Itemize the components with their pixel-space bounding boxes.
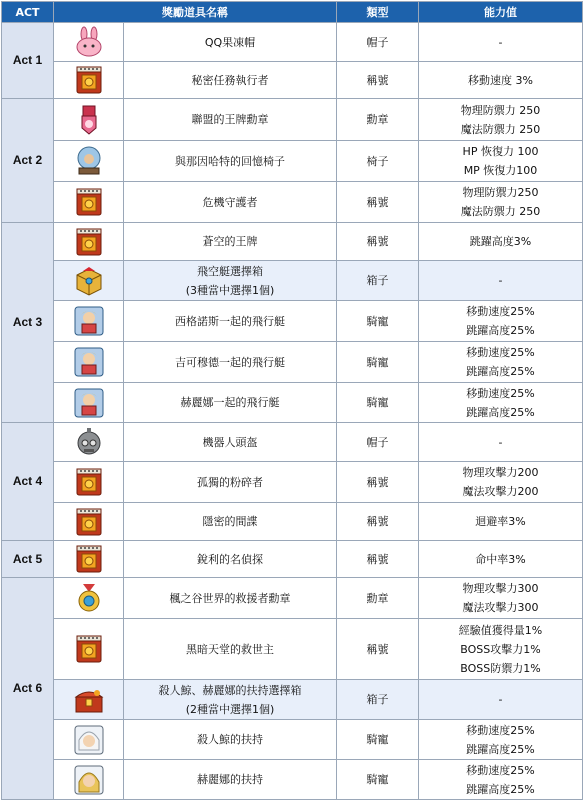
stat-line: 跳躍高度25% (466, 405, 535, 419)
stat-line: MP 恢復力100 (463, 164, 538, 177)
item-type: 稱號 (337, 541, 419, 578)
item-stats (419, 680, 583, 720)
header-type: 類型 (337, 2, 419, 23)
stat-line: - (498, 693, 503, 706)
item-stats (419, 383, 583, 423)
stat-line: HP 恢復力 100 (462, 145, 539, 158)
airship-rider-icon (73, 305, 105, 337)
item-name-line: 蒼空的王牌 (202, 235, 258, 248)
item-stats (419, 503, 583, 541)
item-name (124, 541, 337, 578)
item-icon-cell (54, 141, 124, 182)
item-type: 騎寵 (337, 383, 419, 423)
gold-medal-icon (73, 582, 105, 614)
item-type: 箱子 (337, 680, 419, 720)
item-stats (419, 578, 583, 619)
item-icon-cell (54, 619, 124, 680)
act-label: Act 5 (2, 541, 54, 578)
item-icon-cell (54, 342, 124, 383)
item-name-line: 與那因哈特的回憶椅子 (175, 154, 285, 168)
table-row (2, 223, 583, 261)
medal-book-icon (73, 64, 105, 96)
stat-line: 移動速度25% (466, 723, 535, 737)
table-row (2, 462, 583, 503)
stat-line: 魔法攻擊力300 (462, 601, 539, 614)
stat-line: 移動速度25% (466, 305, 535, 318)
item-name-line: QQ果凍帽 (204, 35, 256, 49)
item-type: 椅子 (337, 141, 419, 182)
item-name-line: 楓之谷世界的救援者勳章 (169, 591, 291, 605)
item-name-line: 聯盟的王牌勳章 (191, 113, 269, 126)
header-stats: 能力值 (419, 2, 583, 23)
table-row (2, 619, 583, 680)
item-stats (419, 462, 583, 503)
item-icon-cell (54, 23, 124, 62)
item-name-line: 殺人鯨、赫麗娜的扶持選擇箱 (158, 683, 302, 697)
item-stats (419, 261, 583, 301)
item-name (124, 619, 337, 680)
item-icon-cell (54, 383, 124, 423)
stat-line: - (498, 35, 503, 49)
table-row (2, 99, 583, 141)
item-icon-cell (54, 182, 124, 223)
table-row (2, 23, 583, 62)
white-hair-portrait-icon (73, 724, 105, 756)
item-type: 稱號 (337, 182, 419, 223)
item-name-line: 黑暗天堂的救世主 (186, 642, 274, 656)
act-label: Act 6 (2, 578, 54, 800)
table-row (2, 182, 583, 223)
item-type: 稱號 (337, 462, 419, 503)
item-name (124, 578, 337, 619)
item-type: 騎寵 (337, 342, 419, 383)
stat-line: 魔法防禦力 250 (460, 205, 541, 218)
item-name-line: 秘密任務執行者 (191, 73, 269, 87)
item-stats (419, 541, 583, 578)
item-name-line: 赫麗娜的扶持 (197, 773, 263, 786)
item-icon-cell (54, 223, 124, 261)
stat-line: 物理防禦力250 (462, 186, 539, 199)
item-name (124, 462, 337, 503)
gold-box-icon (73, 265, 105, 297)
stat-line: 跳躍高度25% (466, 782, 535, 796)
table-body (2, 23, 583, 800)
stat-line: 魔法攻擊力200 (462, 485, 539, 498)
act-label: Act 2 (2, 99, 54, 223)
item-icon-cell (54, 423, 124, 462)
red-chest-icon (73, 684, 105, 716)
item-type: 騎寵 (337, 720, 419, 760)
item-type: 箱子 (337, 261, 419, 301)
item-stats (419, 182, 583, 223)
table-row (2, 541, 583, 578)
table-row (2, 62, 583, 99)
header-act: ACT (2, 2, 54, 23)
item-icon-cell (54, 261, 124, 301)
stat-line: 移動速度25% (466, 763, 535, 777)
stat-line: 跳躍高度25% (466, 365, 535, 378)
reward-table (1, 1, 583, 800)
item-name-line: 銳利的名偵探 (197, 552, 263, 566)
item-type: 稱號 (337, 223, 419, 261)
item-name (124, 383, 337, 423)
item-name (124, 760, 337, 800)
item-name (124, 503, 337, 541)
item-icon-cell (54, 541, 124, 578)
stat-line: 魔法防禦力 250 (460, 122, 541, 136)
act-label: Act 3 (2, 223, 54, 423)
item-name (124, 223, 337, 261)
item-name-line: (2種當中選擇1個) (185, 702, 275, 716)
medal-book-icon (73, 226, 105, 258)
stat-line: 命中率3% (475, 552, 526, 566)
item-stats (419, 301, 583, 342)
stat-line: 移動速度 3% (468, 73, 533, 87)
table-row (2, 141, 583, 182)
stat-line: 移動速度25% (466, 386, 535, 400)
table-row (2, 760, 583, 800)
item-name-line: 赫麗娜一起的飛行艇 (180, 396, 280, 409)
item-type: 勳章 (337, 578, 419, 619)
item-name (124, 182, 337, 223)
item-icon-cell (54, 760, 124, 800)
table-row (2, 578, 583, 619)
stat-line: - (498, 435, 503, 449)
stat-line: 跳躍高度3% (469, 235, 532, 248)
item-name (124, 141, 337, 182)
item-type: 帽子 (337, 423, 419, 462)
item-stats (419, 223, 583, 261)
item-stats (419, 23, 583, 62)
item-name (124, 23, 337, 62)
stat-line: BOSS防禦力1% (460, 661, 541, 675)
item-stats (419, 760, 583, 800)
act-label: Act 4 (2, 423, 54, 541)
stat-line: 跳躍高度25% (466, 324, 535, 337)
item-name (124, 423, 337, 462)
table-row (2, 383, 583, 423)
item-name (124, 342, 337, 383)
robot-helmet-icon (73, 426, 105, 458)
medal-book-icon (73, 186, 105, 218)
item-type: 稱號 (337, 62, 419, 99)
table-row (2, 680, 583, 720)
item-stats (419, 423, 583, 462)
item-name-line: 吉可穆德一起的飛行艇 (175, 355, 285, 369)
stat-line: 移動速度25% (466, 346, 535, 359)
item-type: 帽子 (337, 23, 419, 62)
item-icon-cell (54, 720, 124, 760)
pink-medal-icon (73, 104, 105, 136)
medal-book-icon (73, 506, 105, 538)
header-item-name: 獎勵道具名稱 (54, 2, 337, 23)
act-label: Act 1 (2, 23, 54, 99)
stat-line: 物理防禦力 250 (460, 103, 541, 117)
item-name (124, 261, 337, 301)
airship-rider-icon (73, 346, 105, 378)
table-header-row (2, 2, 583, 23)
table-row (2, 503, 583, 541)
stat-line: BOSS攻擊力1% (460, 642, 541, 656)
item-name (124, 720, 337, 760)
item-icon-cell (54, 99, 124, 141)
item-stats (419, 141, 583, 182)
item-icon-cell (54, 301, 124, 342)
stat-line: 經驗值獲得量1% (458, 623, 543, 637)
gold-hair-portrait-icon (73, 764, 105, 796)
item-name-line: 西格諾斯一起的飛行艇 (175, 314, 285, 328)
table-row (2, 342, 583, 383)
item-stats (419, 62, 583, 99)
medal-book-icon (73, 633, 105, 665)
stat-line: 物理攻擊力300 (462, 582, 539, 595)
pink-bunny-hat-icon (73, 26, 105, 58)
item-name-line: 飛空艇選擇箱 (197, 264, 263, 278)
item-name (124, 62, 337, 99)
item-stats (419, 99, 583, 141)
item-icon-cell (54, 462, 124, 503)
item-name (124, 680, 337, 720)
item-icon-cell (54, 578, 124, 619)
item-name-line: 殺人鯨的扶持 (197, 733, 263, 746)
item-name-line: (3種當中選擇1個) (185, 283, 275, 297)
item-type: 騎寵 (337, 301, 419, 342)
item-stats (419, 342, 583, 383)
item-name (124, 99, 337, 141)
item-icon-cell (54, 503, 124, 541)
table-row (2, 720, 583, 760)
medal-book-icon (73, 543, 105, 575)
item-name-line: 機器人頭盔 (202, 435, 258, 449)
item-type: 勳章 (337, 99, 419, 141)
item-stats (419, 619, 583, 680)
item-icon-cell (54, 680, 124, 720)
table-row (2, 423, 583, 462)
item-type: 騎寵 (337, 760, 419, 800)
medal-book-icon (73, 466, 105, 498)
item-stats (419, 720, 583, 760)
item-type: 稱號 (337, 503, 419, 541)
globe-chair-icon (73, 145, 105, 177)
item-name-line: 危機守護者 (202, 195, 258, 209)
item-type: 稱號 (337, 619, 419, 680)
item-name (124, 301, 337, 342)
stat-line: 物理攻擊力200 (462, 466, 539, 479)
item-name-line: 隱密的間諜 (202, 515, 258, 528)
item-name-line: 孤獨的粉碎者 (197, 475, 263, 489)
table-row (2, 261, 583, 301)
table-row (2, 301, 583, 342)
stat-line: 迴避率3% (475, 515, 526, 528)
stat-line: 跳躍高度25% (466, 742, 535, 756)
item-icon-cell (54, 62, 124, 99)
stat-line: - (498, 274, 503, 287)
airship-rider-icon (73, 387, 105, 419)
